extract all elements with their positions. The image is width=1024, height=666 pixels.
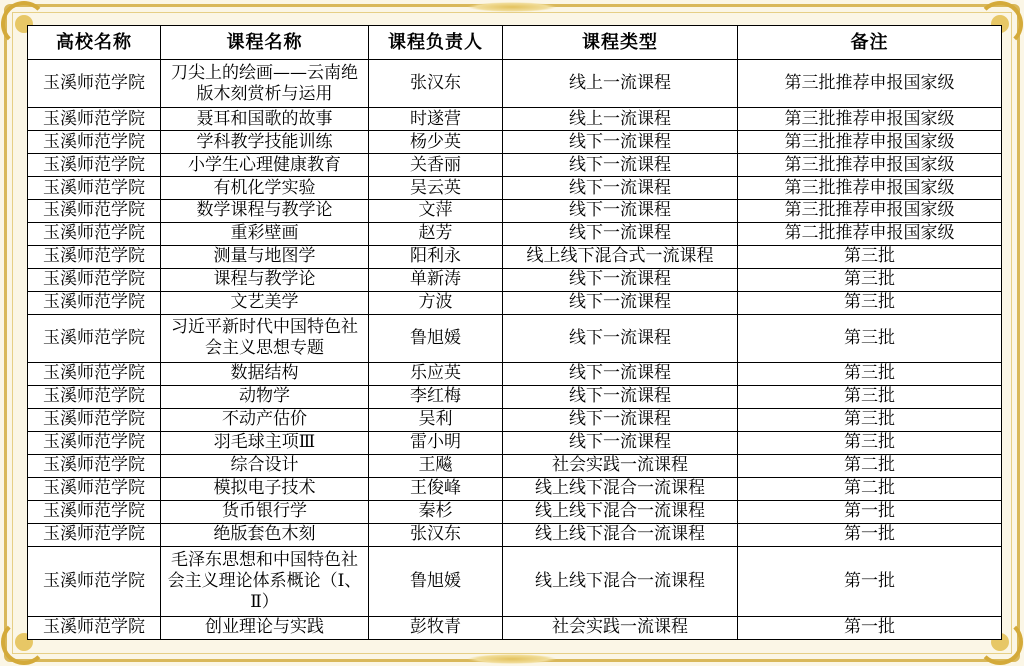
type-cell: 线上一流课程 xyxy=(503,108,738,131)
note-cell: 第三批 xyxy=(738,245,1002,268)
school-cell: 玉溪师范学院 xyxy=(28,177,161,200)
school-cell: 玉溪师范学院 xyxy=(28,131,161,154)
school-cell: 玉溪师范学院 xyxy=(28,616,161,639)
note-cell: 第三批推荐申报国家级 xyxy=(738,60,1002,108)
note-cell: 第三批 xyxy=(738,431,1002,454)
note-cell: 第三批推荐申报国家级 xyxy=(738,131,1002,154)
table-row xyxy=(28,314,1002,362)
course-table xyxy=(27,25,1002,640)
leader-cell: 吴利 xyxy=(369,408,503,431)
school-cell: 玉溪师范学院 xyxy=(28,362,161,385)
leader-cell: 文萍 xyxy=(369,200,503,223)
table-row xyxy=(28,385,1002,408)
course-cell: 学科教学技能训练 xyxy=(161,131,369,154)
header-school: 高校名称 xyxy=(28,26,161,60)
type-cell: 线上线下混合一流课程 xyxy=(503,546,738,616)
type-cell: 线下一流课程 xyxy=(503,408,738,431)
note-cell: 第三批 xyxy=(738,408,1002,431)
leader-cell: 张汉东 xyxy=(369,523,503,546)
school-cell: 玉溪师范学院 xyxy=(28,200,161,223)
type-cell: 线下一流课程 xyxy=(503,154,738,177)
note-cell: 第三批 xyxy=(738,314,1002,362)
note-cell: 第一批 xyxy=(738,500,1002,523)
leader-cell: 赵芳 xyxy=(369,222,503,245)
type-cell: 线下一流课程 xyxy=(503,222,738,245)
course-cell: 动物学 xyxy=(161,385,369,408)
course-cell: 模拟电子技术 xyxy=(161,477,369,500)
note-cell: 第三批 xyxy=(738,362,1002,385)
leader-cell: 李红梅 xyxy=(369,385,503,408)
type-cell: 线下一流课程 xyxy=(503,291,738,314)
leader-cell: 单新涛 xyxy=(369,268,503,291)
table-row xyxy=(28,546,1002,616)
table-row xyxy=(28,500,1002,523)
type-cell: 线下一流课程 xyxy=(503,200,738,223)
type-cell: 社会实践一流课程 xyxy=(503,616,738,639)
leader-cell: 鲁旭媛 xyxy=(369,546,503,616)
school-cell: 玉溪师范学院 xyxy=(28,500,161,523)
table-row xyxy=(28,477,1002,500)
leader-cell: 阳利永 xyxy=(369,245,503,268)
school-cell: 玉溪师范学院 xyxy=(28,454,161,477)
school-cell: 玉溪师范学院 xyxy=(28,60,161,108)
table-row xyxy=(28,408,1002,431)
leader-cell: 王飚 xyxy=(369,454,503,477)
table-row xyxy=(28,291,1002,314)
course-cell: 测量与地图学 xyxy=(161,245,369,268)
leader-cell: 关香丽 xyxy=(369,154,503,177)
type-cell: 线上线下混合一流课程 xyxy=(503,500,738,523)
header-leader: 课程负责人 xyxy=(369,26,503,60)
type-cell: 线下一流课程 xyxy=(503,177,738,200)
table-row xyxy=(28,268,1002,291)
note-cell: 第二批推荐申报国家级 xyxy=(738,222,1002,245)
note-cell: 第三批 xyxy=(738,291,1002,314)
school-cell: 玉溪师范学院 xyxy=(28,245,161,268)
type-cell: 线下一流课程 xyxy=(503,385,738,408)
school-cell: 玉溪师范学院 xyxy=(28,222,161,245)
course-cell: 毛泽东思想和中国特色社会主义理论体系概论（Ⅰ、Ⅱ） xyxy=(161,546,369,616)
table-row xyxy=(28,431,1002,454)
table-row xyxy=(28,222,1002,245)
school-cell: 玉溪师范学院 xyxy=(28,523,161,546)
note-cell: 第三批推荐申报国家级 xyxy=(738,108,1002,131)
school-cell: 玉溪师范学院 xyxy=(28,108,161,131)
leader-cell: 秦杉 xyxy=(369,500,503,523)
note-cell: 第三批 xyxy=(738,268,1002,291)
leader-cell: 乐应英 xyxy=(369,362,503,385)
note-cell: 第三批 xyxy=(738,385,1002,408)
table-row xyxy=(28,131,1002,154)
type-cell: 线下一流课程 xyxy=(503,268,738,291)
header-course: 课程名称 xyxy=(161,26,369,60)
table-row xyxy=(28,200,1002,223)
school-cell: 玉溪师范学院 xyxy=(28,431,161,454)
table-row xyxy=(28,616,1002,639)
leader-cell: 王俊峰 xyxy=(369,477,503,500)
table-row xyxy=(28,523,1002,546)
leader-cell: 杨少英 xyxy=(369,131,503,154)
table-row xyxy=(28,245,1002,268)
top-ornament xyxy=(467,2,557,12)
type-cell: 线下一流课程 xyxy=(503,362,738,385)
note-cell: 第二批 xyxy=(738,454,1002,477)
type-cell: 线下一流课程 xyxy=(503,431,738,454)
leader-cell: 方波 xyxy=(369,291,503,314)
leader-cell: 彭牧青 xyxy=(369,616,503,639)
course-cell: 绝版套色木刻 xyxy=(161,523,369,546)
course-cell: 课程与教学论 xyxy=(161,268,369,291)
type-cell: 线上线下混合式一流课程 xyxy=(503,245,738,268)
table-body xyxy=(28,60,1002,640)
course-cell: 刀尖上的绘画——云南绝版木刻赏析与运用 xyxy=(161,60,369,108)
leader-cell: 雷小明 xyxy=(369,431,503,454)
school-cell: 玉溪师范学院 xyxy=(28,291,161,314)
course-cell: 聂耳和国歌的故事 xyxy=(161,108,369,131)
course-cell: 有机化学实验 xyxy=(161,177,369,200)
leader-cell: 鲁旭媛 xyxy=(369,314,503,362)
table-row xyxy=(28,177,1002,200)
leader-cell: 吴云英 xyxy=(369,177,503,200)
school-cell: 玉溪师范学院 xyxy=(28,546,161,616)
note-cell: 第一批 xyxy=(738,523,1002,546)
type-cell: 线上线下混合一流课程 xyxy=(503,477,738,500)
course-cell: 习近平新时代中国特色社会主义思想专题 xyxy=(161,314,369,362)
course-cell: 文艺美学 xyxy=(161,291,369,314)
leader-cell: 张汉东 xyxy=(369,60,503,108)
note-cell: 第三批推荐申报国家级 xyxy=(738,177,1002,200)
course-cell: 重彩壁画 xyxy=(161,222,369,245)
course-cell: 羽毛球主项Ⅲ xyxy=(161,431,369,454)
course-cell: 数学课程与教学论 xyxy=(161,200,369,223)
note-cell: 第三批推荐申报国家级 xyxy=(738,154,1002,177)
type-cell: 线下一流课程 xyxy=(503,314,738,362)
table-row xyxy=(28,454,1002,477)
note-cell: 第一批 xyxy=(738,546,1002,616)
note-cell: 第一批 xyxy=(738,616,1002,639)
header-type: 课程类型 xyxy=(503,26,738,60)
header-note: 备注 xyxy=(738,26,1002,60)
table-row xyxy=(28,154,1002,177)
type-cell: 线上线下混合一流课程 xyxy=(503,523,738,546)
table-row xyxy=(28,362,1002,385)
school-cell: 玉溪师范学院 xyxy=(28,477,161,500)
note-cell: 第二批 xyxy=(738,477,1002,500)
school-cell: 玉溪师范学院 xyxy=(28,314,161,362)
note-cell: 第三批推荐申报国家级 xyxy=(738,200,1002,223)
leader-cell: 时遂营 xyxy=(369,108,503,131)
type-cell: 社会实践一流课程 xyxy=(503,454,738,477)
header-row xyxy=(28,26,1002,60)
table-row xyxy=(28,108,1002,131)
course-cell: 创业理论与实践 xyxy=(161,616,369,639)
school-cell: 玉溪师范学院 xyxy=(28,385,161,408)
course-cell: 数据结构 xyxy=(161,362,369,385)
school-cell: 玉溪师范学院 xyxy=(28,408,161,431)
course-cell: 货币银行学 xyxy=(161,500,369,523)
course-cell: 综合设计 xyxy=(161,454,369,477)
type-cell: 线下一流课程 xyxy=(503,131,738,154)
table-row xyxy=(28,60,1002,108)
school-cell: 玉溪师范学院 xyxy=(28,268,161,291)
school-cell: 玉溪师范学院 xyxy=(28,154,161,177)
course-cell: 小学生心理健康教育 xyxy=(161,154,369,177)
course-cell: 不动产估价 xyxy=(161,408,369,431)
type-cell: 线上一流课程 xyxy=(503,60,738,108)
bottom-ornament xyxy=(467,654,557,664)
